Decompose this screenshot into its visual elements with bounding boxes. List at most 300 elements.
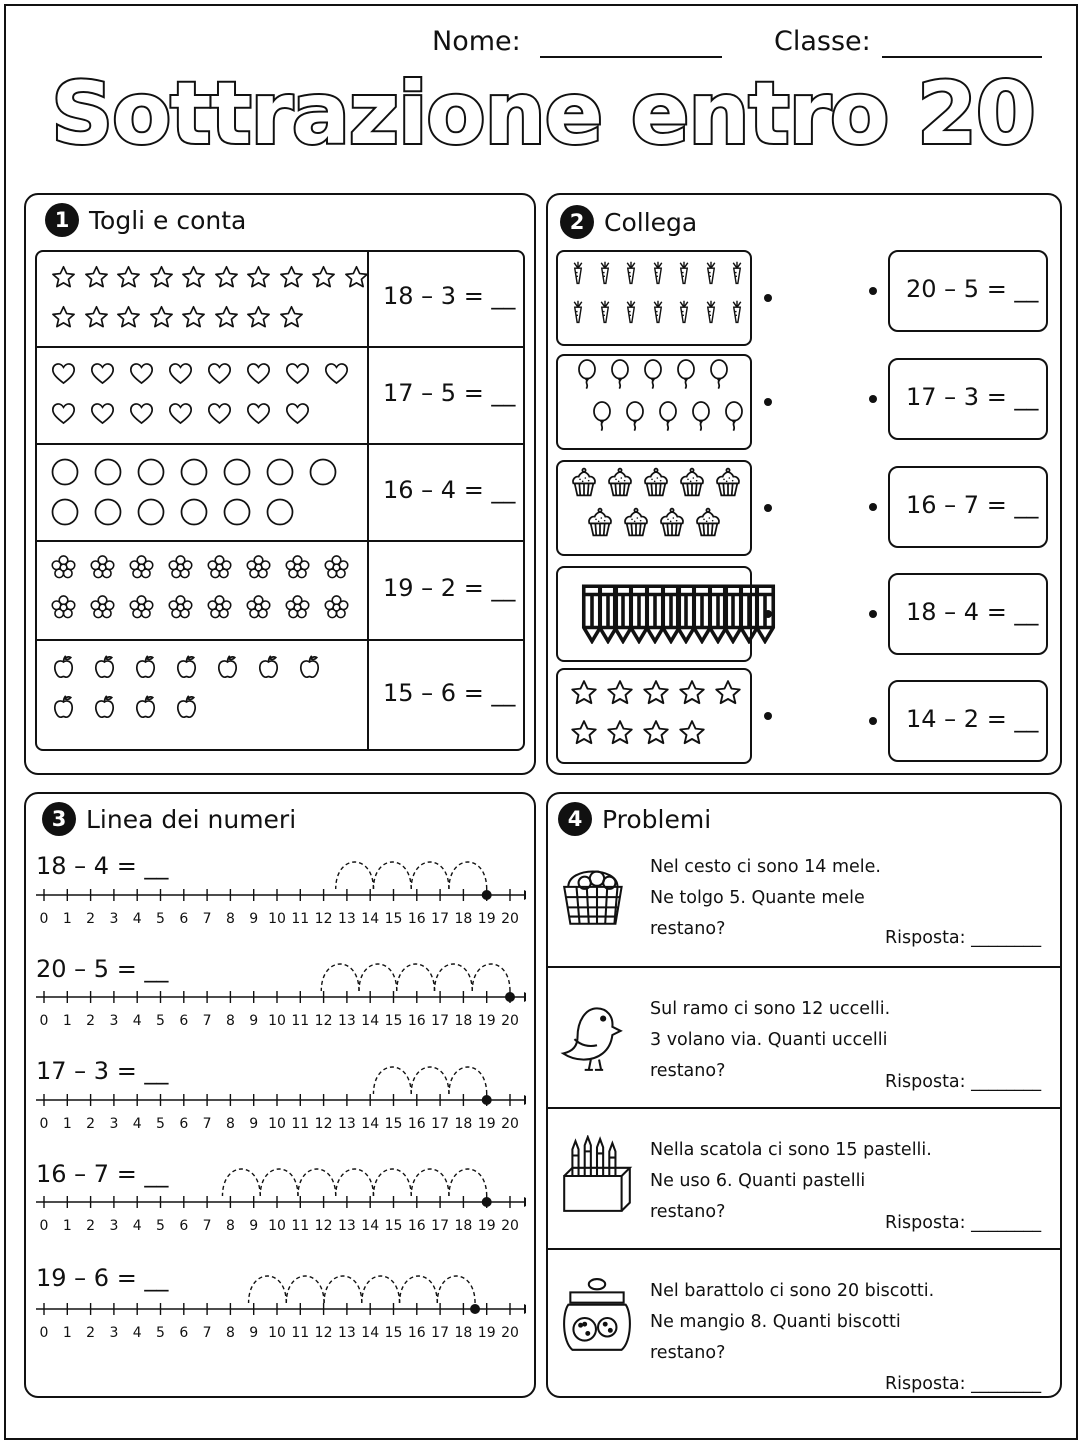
hop-arc — [336, 862, 374, 889]
flower-icon — [128, 594, 155, 621]
tick-label: 17 — [431, 1218, 450, 1234]
start-point — [482, 1095, 492, 1105]
tick-label: 17 — [431, 1013, 450, 1029]
tick-label: 0 — [39, 1325, 49, 1341]
tick-label: 14 — [361, 1218, 380, 1234]
tick-label: 17 — [431, 911, 450, 927]
tick-label: 4 — [132, 911, 142, 927]
heart-icon — [206, 360, 233, 387]
hop-arc — [321, 964, 359, 991]
match-dot-left[interactable] — [764, 294, 772, 302]
star-icon — [83, 304, 110, 331]
tick-label: 9 — [249, 1116, 259, 1132]
tick-label: 9 — [249, 1325, 259, 1341]
tick-label: 20 — [501, 1325, 519, 1341]
balloon-icon — [718, 400, 750, 432]
problem-divider — [546, 966, 1062, 968]
tick-label: 5 — [156, 1325, 165, 1341]
tick-label: 10 — [268, 1218, 286, 1234]
section-title: Togli e conta — [89, 205, 247, 235]
match-dot-left[interactable] — [764, 398, 772, 406]
star-icon — [641, 718, 671, 748]
subtraction-equation[interactable]: 17 – 5 = __ — [383, 378, 516, 407]
circle-icon — [136, 497, 166, 527]
subtraction-equation[interactable]: 18 – 4 = __ — [36, 852, 169, 880]
heart-icon — [323, 360, 350, 387]
tick-label: 0 — [39, 911, 49, 927]
tick-label: 19 — [477, 1218, 496, 1234]
hop-arc — [397, 964, 435, 991]
page-title: Sottrazione entro 20 — [51, 64, 1035, 164]
tick-label: 4 — [132, 1218, 142, 1234]
star-icon — [148, 264, 175, 291]
cupcake-icon — [656, 506, 688, 538]
hop-arc — [449, 1169, 487, 1196]
tick-label: 4 — [132, 1325, 142, 1341]
number-line — [26, 947, 526, 1057]
cupcake-icon — [640, 466, 672, 498]
tick-label: 11 — [291, 1218, 310, 1234]
star-icon — [83, 264, 110, 291]
subtraction-equation[interactable]: 16 – 4 = __ — [383, 475, 516, 504]
apple-icon — [255, 653, 282, 680]
hop-arc — [400, 1276, 438, 1303]
number-line — [26, 1152, 526, 1262]
tick-label: 1 — [62, 1116, 72, 1132]
tick-label: 15 — [384, 1325, 403, 1341]
flower-icon — [167, 554, 194, 581]
tick-label: 3 — [109, 1013, 119, 1029]
problem-divider — [546, 1107, 1062, 1109]
heart-icon — [50, 400, 77, 427]
circle-icon — [265, 457, 295, 487]
tick-label: 18 — [454, 911, 473, 927]
section-number-badge: 4 — [558, 802, 592, 836]
balloon-icon — [619, 400, 651, 432]
hop-arc — [286, 1276, 324, 1303]
section-number-badge: 2 — [560, 205, 594, 239]
tick-label: 2 — [86, 1116, 96, 1132]
tick-label: 18 — [454, 1013, 473, 1029]
cupcake-icon — [604, 466, 636, 498]
number-line — [26, 1259, 526, 1369]
problem-text: Nel cesto ci sono 14 mele. Ne tolgo 5. Quante mele restano? — [650, 857, 881, 939]
tick-label: 2 — [86, 911, 96, 927]
hop-arc — [437, 1276, 475, 1303]
star-icon — [641, 678, 671, 708]
tick-label: 15 — [384, 1116, 403, 1132]
subtraction-equation[interactable]: 20 – 5 = __ — [906, 275, 1039, 303]
tick-label: 9 — [249, 911, 259, 927]
star-icon — [713, 678, 743, 708]
answer-field[interactable]: Risposta: ________ — [885, 928, 1042, 948]
tick-label: 11 — [291, 1013, 310, 1029]
hop-arc — [362, 1276, 400, 1303]
carrot-icon — [618, 298, 644, 324]
tick-label: 8 — [225, 1013, 235, 1029]
star-icon — [50, 264, 77, 291]
circle-icon — [222, 457, 252, 487]
subtraction-equation[interactable]: 18 – 3 = __ — [383, 282, 516, 310]
star-icon — [115, 304, 142, 331]
apple-icon — [214, 653, 241, 680]
flower-icon — [206, 594, 233, 621]
tick-label: 15 — [384, 911, 403, 927]
flower-icon — [323, 594, 350, 621]
subtraction-equation[interactable]: 18 – 4 = __ — [906, 598, 1039, 626]
tick-label: 19 — [477, 1116, 496, 1132]
tick-label: 18 — [454, 1116, 473, 1132]
cupcake-icon — [568, 466, 600, 498]
flower-icon — [89, 594, 116, 621]
tick-label: 16 — [407, 911, 426, 927]
start-point — [470, 1304, 480, 1314]
section-1-header — [45, 203, 246, 237]
cupcake-icon — [676, 466, 708, 498]
star-icon — [50, 304, 77, 331]
section-number-badge: 3 — [42, 802, 76, 836]
tick-label: 6 — [179, 1013, 189, 1029]
flower-icon — [206, 554, 233, 581]
match-dot-right[interactable] — [869, 717, 877, 725]
subtraction-equation[interactable]: 15 – 6 = __ — [383, 679, 516, 707]
tick-label: 6 — [179, 1325, 189, 1341]
hop-arc — [249, 1276, 287, 1303]
tick-label: 16 — [407, 1013, 426, 1029]
star-icon — [278, 264, 305, 291]
tick-label: 1 — [62, 1325, 72, 1341]
subtraction-equation[interactable]: 16 – 7 = __ — [36, 1160, 169, 1188]
tick-label: 3 — [109, 911, 119, 927]
tick-label: 19 — [477, 1325, 496, 1341]
hop-arc — [411, 862, 449, 889]
tick-label: 14 — [361, 1325, 380, 1341]
section-3-header — [42, 802, 296, 836]
tick-label: 20 — [501, 1218, 519, 1234]
subtraction-equation[interactable]: 17 – 3 = __ — [906, 383, 1039, 411]
tick-label: 1 — [62, 911, 72, 927]
carrot-icon — [565, 259, 591, 285]
apple-icon — [91, 693, 118, 720]
hop-arc — [373, 1067, 411, 1094]
apple-icon — [50, 693, 77, 720]
start-point — [482, 890, 492, 900]
start-point — [482, 1197, 492, 1207]
star-icon — [245, 264, 272, 291]
hop-arc — [472, 964, 510, 991]
carrot-icon — [645, 259, 671, 285]
carrot-icon — [592, 259, 618, 285]
tick-label: 2 — [86, 1013, 96, 1029]
basket-icon — [556, 852, 638, 934]
nome-field[interactable] — [540, 56, 722, 58]
match-dot-left[interactable] — [764, 712, 772, 720]
star-icon — [278, 304, 305, 331]
apple-icon — [50, 653, 77, 680]
section-number-badge: 1 — [45, 203, 79, 237]
apple-icon — [132, 693, 159, 720]
carrot-icon — [645, 298, 671, 324]
heart-icon — [167, 400, 194, 427]
problem-text: Nella scatola ci sono 15 pastelli. Ne uso 6. Quanti pastelli restano? — [650, 1140, 932, 1222]
flower-icon — [323, 554, 350, 581]
apple-icon — [173, 653, 200, 680]
hop-arc — [435, 964, 473, 991]
balloon-icon — [571, 358, 603, 390]
match-dot-left[interactable] — [764, 610, 772, 618]
answer-field[interactable]: Risposta: ________ — [885, 1072, 1042, 1092]
star-icon — [677, 678, 707, 708]
tick-label: 12 — [314, 1325, 333, 1341]
carrot-icon — [618, 259, 644, 285]
tick-label: 14 — [361, 1116, 380, 1132]
tick-label: 8 — [225, 1116, 235, 1132]
hop-arc — [298, 1169, 336, 1196]
carrot-icon — [592, 298, 618, 324]
apple-icon — [296, 653, 323, 680]
tick-label: 20 — [501, 1013, 519, 1029]
start-point — [505, 992, 515, 1002]
tick-label: 10 — [268, 1116, 286, 1132]
tick-label: 0 — [39, 1218, 49, 1234]
table-divider — [367, 250, 369, 751]
tick-label: 5 — [156, 1116, 165, 1132]
cupcake-icon — [620, 506, 652, 538]
tick-label: 18 — [454, 1325, 473, 1341]
tick-label: 20 — [501, 1116, 519, 1132]
cupcake-icon — [584, 506, 616, 538]
section-title: Problemi — [602, 804, 712, 834]
hop-arc — [359, 964, 397, 991]
tick-label: 16 — [407, 1218, 426, 1234]
heart-icon — [128, 360, 155, 387]
heart-icon — [128, 400, 155, 427]
tick-label: 4 — [132, 1116, 142, 1132]
flower-icon — [50, 554, 77, 581]
hop-arc — [411, 1067, 449, 1094]
table-row-divider — [35, 540, 525, 542]
tick-label: 15 — [384, 1218, 403, 1234]
cupcake-icon — [692, 506, 724, 538]
flower-icon — [128, 554, 155, 581]
tick-label: 19 — [477, 1013, 496, 1029]
star-icon — [343, 264, 370, 291]
heart-icon — [206, 400, 233, 427]
hop-arc — [373, 1169, 411, 1196]
subtraction-equation[interactable]: 16 – 7 = __ — [906, 491, 1039, 519]
subtraction-equation[interactable]: 17 – 3 = __ — [36, 1057, 169, 1085]
carrot-icon — [671, 298, 697, 324]
subtraction-equation[interactable]: 20 – 5 = __ — [36, 955, 169, 983]
circle-icon — [179, 497, 209, 527]
hop-arc — [373, 862, 411, 889]
circle-icon — [93, 497, 123, 527]
star-icon — [148, 304, 175, 331]
tick-label: 4 — [132, 1013, 142, 1029]
hop-arc — [336, 1169, 374, 1196]
hop-arc — [324, 1276, 362, 1303]
hop-arc — [411, 1169, 449, 1196]
tick-label: 14 — [361, 911, 380, 927]
tick-label: 13 — [337, 1116, 356, 1132]
apple-icon — [91, 653, 118, 680]
heart-icon — [50, 360, 77, 387]
tick-label: 1 — [62, 1218, 72, 1234]
tick-label: 13 — [337, 1325, 356, 1341]
match-dot-right[interactable] — [869, 395, 877, 403]
heart-icon — [245, 360, 272, 387]
tick-label: 10 — [268, 911, 286, 927]
star-icon — [569, 718, 599, 748]
number-line — [26, 845, 526, 955]
star-icon — [310, 264, 337, 291]
crayon-box-icon — [556, 1135, 638, 1217]
tick-label: 13 — [337, 1013, 356, 1029]
circle-icon — [179, 457, 209, 487]
problem-text: Sul ramo ci sono 12 uccelli. 3 volano via. Quanti uccelli restano? — [650, 999, 891, 1081]
match-dot-right[interactable] — [869, 503, 877, 511]
balloon-icon — [604, 358, 636, 390]
tick-label: 6 — [179, 1116, 189, 1132]
circle-icon — [50, 457, 80, 487]
tick-label: 12 — [314, 1013, 333, 1029]
carrot-icon — [565, 298, 591, 324]
subtraction-equation[interactable]: 19 – 2 = __ — [383, 573, 516, 602]
tick-label: 13 — [337, 911, 356, 927]
flower-icon — [167, 594, 194, 621]
hop-arc — [449, 862, 487, 889]
tick-label: 7 — [202, 1116, 212, 1132]
answer-field[interactable]: Risposta: ________ — [885, 1374, 1042, 1394]
tick-label: 16 — [407, 1116, 426, 1132]
apple-icon — [173, 693, 200, 720]
circle-icon — [265, 497, 295, 527]
heart-icon — [284, 360, 311, 387]
flower-icon — [284, 554, 311, 581]
match-dot-right[interactable] — [869, 287, 877, 295]
star-icon — [180, 264, 207, 291]
tick-label: 7 — [202, 1325, 212, 1341]
table-row-divider — [35, 639, 525, 641]
tick-label: 7 — [202, 1013, 212, 1029]
nome-label: Nome: — [432, 26, 521, 57]
tick-label: 18 — [454, 1218, 473, 1234]
cupcake-icon — [712, 466, 744, 498]
answer-field[interactable]: Risposta: ________ — [885, 1213, 1042, 1233]
balloon-icon — [586, 400, 618, 432]
section-2-header — [560, 205, 697, 239]
star-icon — [245, 304, 272, 331]
classe-field[interactable] — [882, 56, 1042, 58]
star-icon — [213, 264, 240, 291]
hop-arc — [449, 1067, 487, 1094]
tick-label: 13 — [337, 1218, 356, 1234]
tick-label: 10 — [268, 1013, 286, 1029]
tick-label: 10 — [268, 1325, 286, 1341]
circle-icon — [308, 457, 338, 487]
tick-label: 0 — [39, 1116, 49, 1132]
heart-icon — [89, 400, 116, 427]
heart-icon — [245, 400, 272, 427]
tick-label: 17 — [431, 1325, 450, 1341]
balloon-icon — [670, 358, 702, 390]
tick-label: 11 — [291, 1325, 310, 1341]
section-title: Collega — [604, 207, 698, 237]
tick-label: 1 — [62, 1013, 72, 1029]
heart-icon — [89, 360, 116, 387]
balloon-icon — [685, 400, 717, 432]
carrot-icon — [698, 298, 724, 324]
flower-icon — [89, 554, 116, 581]
section-title: Linea dei numeri — [86, 804, 297, 834]
table-row-divider — [35, 346, 525, 348]
match-dot-right[interactable] — [869, 610, 877, 618]
subtraction-equation[interactable]: 19 – 6 = __ — [36, 1264, 169, 1292]
cookie-jar-icon — [556, 1276, 638, 1358]
circle-icon — [50, 497, 80, 527]
tick-label: 12 — [314, 1116, 333, 1132]
tick-label: 6 — [179, 911, 189, 927]
hop-arc — [222, 1169, 260, 1196]
tick-label: 11 — [291, 911, 310, 927]
circle-icon — [136, 457, 166, 487]
heart-icon — [167, 360, 194, 387]
classe-label: Classe: — [774, 26, 871, 57]
tick-label: 2 — [86, 1218, 96, 1234]
problem-text: Nel barattolo ci sono 20 biscotti. Ne mangio 8. Quanti biscotti restano? — [650, 1281, 935, 1363]
tick-label: 8 — [225, 911, 235, 927]
tick-label: 8 — [225, 1325, 235, 1341]
balloon-icon — [637, 358, 669, 390]
star-icon — [115, 264, 142, 291]
star-icon — [677, 718, 707, 748]
tick-label: 5 — [156, 911, 165, 927]
tick-label: 17 — [431, 1116, 450, 1132]
balloon-icon — [652, 400, 684, 432]
tick-label: 15 — [384, 1013, 403, 1029]
tick-label: 5 — [156, 1218, 165, 1234]
tick-label: 9 — [249, 1218, 259, 1234]
tick-label: 3 — [109, 1325, 119, 1341]
balloon-icon — [703, 358, 735, 390]
section-4-header — [558, 802, 711, 836]
tick-label: 6 — [179, 1218, 189, 1234]
tick-label: 11 — [291, 1116, 310, 1132]
hop-arc — [260, 1169, 298, 1196]
tick-label: 19 — [477, 911, 496, 927]
subtraction-equation[interactable]: 14 – 2 = __ — [906, 705, 1039, 733]
tick-label: 12 — [314, 1218, 333, 1234]
tick-label: 9 — [249, 1013, 259, 1029]
tick-label: 20 — [501, 911, 519, 927]
flower-icon — [245, 594, 272, 621]
carrot-icon — [671, 259, 697, 285]
flower-icon — [50, 594, 77, 621]
circle-icon — [222, 497, 252, 527]
problem-divider — [546, 1248, 1062, 1250]
tick-label: 12 — [314, 911, 333, 927]
flower-icon — [284, 594, 311, 621]
tick-label: 5 — [156, 1013, 165, 1029]
tick-label: 14 — [361, 1013, 380, 1029]
tick-label: 2 — [86, 1325, 96, 1341]
flower-icon — [245, 554, 272, 581]
match-dot-left[interactable] — [764, 504, 772, 512]
tick-label: 8 — [225, 1218, 235, 1234]
star-icon — [569, 678, 599, 708]
tick-label: 7 — [202, 1218, 212, 1234]
tick-label: 3 — [109, 1218, 119, 1234]
